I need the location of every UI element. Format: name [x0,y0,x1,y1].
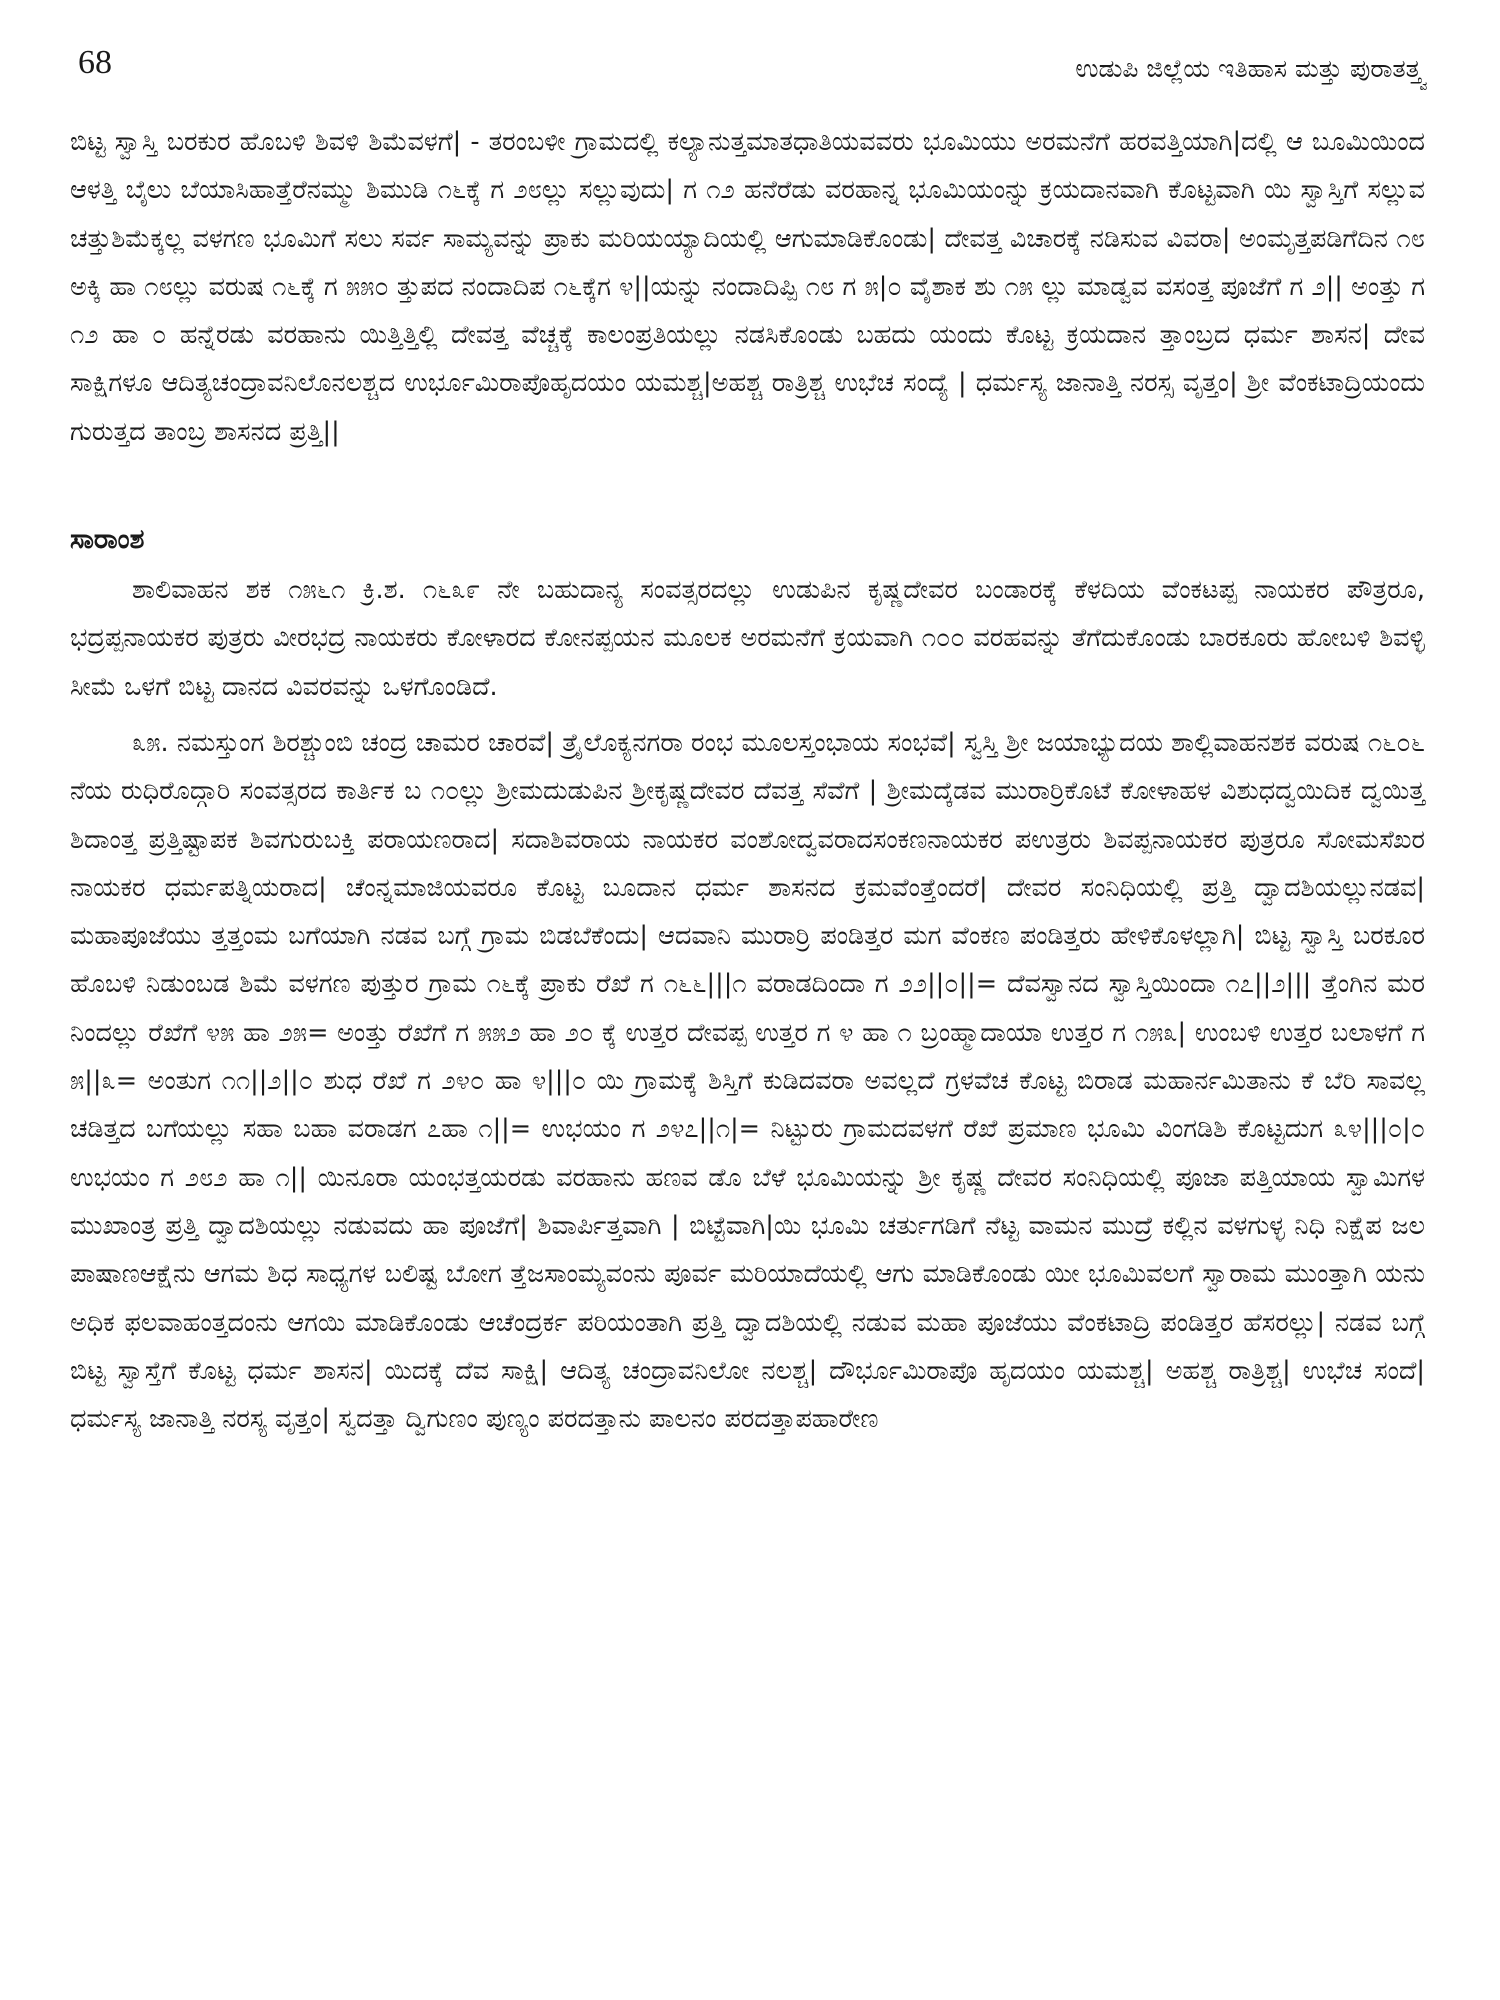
running-header [70,36,1425,96]
section-heading: ಸಾರಾಂಶ [70,524,145,556]
inscription-35-text: ೩೫. ನಮಸ್ತುಂಗ ಶಿರಶ್ಚುಂಬಿ ಚಂದ್ರ ಚಾಮರ ಚಾರವೆ| ತ್ರೈಲೊಕ್ಯನಗರಾ ರಂಭ ಮೂಲಸ್ತಂಭಾಯ ಸಂಭವೆ| ಸ್ವಸ್ತಿ ಶ್ರೀ ಜಯಾಭ್ಯುದಯ ಶಾಲ್ಲಿವಾಹನಶಕ ವರುಷ ೧೬೦೬ ನೆಯ ರುಧಿರೊದ್ಗಾರಿ ಸಂವತ್ಸರದ ಕಾರ್ತಿಕ ಬ ೧೦ಲ್ಲು ಶ್ರೀಮದುಡುಪಿನ ಶ್ರೀಕೃಷ್ಣದೇವರ ದೆವತ್ತ ಸೆವೆಗೆ | ಶ್ರೀಮದ್ಕೆಡವ ಮುರಾರ್ರಿಕೊಟೆ ಕೋಳಾಹಳ ವಿಶುಧದ್ವಯಿದಿಕ ದ್ವಯಿತ್ತ ಶಿದಾಂತ್ತ ಪ್ರತ್ತಿಷ್ಟಾಪಕ ಶಿವಗುರುಬಕ್ತಿ ಪರಾಯಣರಾದ| ಸದಾಶಿವರಾಯ ನಾಯಕರ ವಂಶೋದ್ವವರಾದಸಂಕಣನಾಯಕರ ಪಉತ್ರರು ಶಿವಪ್ಪನಾಯಕರ ಪುತ್ರರೂ ಸೋಮಸೆಖರ ನಾಯಕರ ಧರ್ಮಪತ್ನಿಯರಾದ| ಚೆಂನ್ನಮಾಜಿಯವರೂ ಕೊಟ್ಟ ಬೂದಾನ ಧರ್ಮ ಶಾಸನದ ಕ್ರಮವೆಂತ್ತೆಂದರೆ| ದೇವರ ಸಂನಿಧಿಯಲ್ಲಿ ಪ್ರತ್ತಿ ದ್ವಾದಶಿಯಲ್ಲುನಡವ| ಮಹಾಪೂಜೆಯು ತ್ತತ್ತಂಮ ಬಗೆಯಾಗಿ ನಡವ ಬಗ್ಗೆ ಗ್ರಾಮ ಬಿಡಬೆಕೆಂದು| ಆದವಾನಿ ಮುರಾರ್ರಿ ಪಂಡಿತ್ತರ ಮಗ ವೆಂಕಣ ಪಂಡಿತ್ತರು ಹೇಳಿಕೊಳಲ್ಲಾಗಿ| ಬಿಟ್ಟ ಸ್ವಾಸ್ತಿ ಬರಕೂರ ಹೊಬಳಿ ನಿಡುಂಬಡ ಶಿಮೆ ವಳಗಣ ಪುತ್ತುರ ಗ್ರಾಮ ೧೬ಕ್ಕೆ ಪ್ರಾಕು ರೆಖೆ ಗ ೧೬೬|||೧ ವರಾಡದಿಂದಾ ಗ ೨೨||೦||= ದೆವಸ್ವಾನದ ಸ್ವಾಸ್ತಿಯಿಂದಾ ೧೭||೨||| ತ್ತೆಂಗಿನ ಮರ ನಿಂದಲ್ಲು ರೆಖೆಗೆ ೪೫ ಹಾ ೨೫= ಅಂತ್ತು ರೆಖೆಗೆ ಗ ೫೫೨ ಹಾ ೨೦ ಕ್ಕೆ ಉತ್ತರ ದೇವಪ್ಪ ಉತ್ತರ ಗ ೪ ಹಾ ೧ ಬ್ರಂಹ್ಮಾದಾಯಾ ಉತ್ತರ ಗ ೧೫೩| ಉಂಬಳಿ ಉತ್ತರ ಬಲಾಳಗೆ ಗ ೫||೩= ಅಂತುಗ ೧೧||೨||೦ ಶುಧ ರೆಖೆ ಗ ೨೪೦ ಹಾ ೪|||೦ ಯಿ ಗ್ರಾಮಕ್ಕೆ ಶಿಸ್ತಿಗೆ ಕುಡಿದವರಾ ಅವಲ್ಲದೆ ಗ್ರಳವೆಚ ಕೊಟ್ಟ ಬಿರಾಡ ಮಹಾರ್ನಮಿತಾನು ಕೆ ಬೆರಿ ಸಾವಲ್ಲ ಚಡಿತ್ತದ ಬಗೆಯಲ್ಲು ಸಹಾ ಬಹಾ ವರಾಡಗ ೭ಹಾ ೧||= ಉಭಯಂ ಗ ೨೪೭||೧|= ನಿಟ್ಟುರು ಗ್ರಾಮದವಳಗೆ ರೆಖೆ ಪ್ರಮಾಣ ಭೂಮಿ ವಿಂಗಡಿಶಿ ಕೊಟ್ಟದುಗ ೩೪|||೦|೦ ಉಭಯಂ ಗ ೨೮೨ ಹಾ ೧|| ಯಿನೂರಾ ಯಂಭತ್ತಯರಡು ವರಹಾನು ಹಣವ ಡೊ ಬೆಳೆ ಭೂಮಿಯನ್ನು ಶ್ರೀ ಕೃಷ್ಣ ದೇವರ ಸಂನಿಧಿಯಲ್ಲಿ ಪೂಜಾ ಪತ್ತಿಯಾಯ ಸ್ವಾಮಿಗಳ ಮುಖಾಂತ್ರ ಪ್ರತ್ತಿ ದ್ವಾದಶಿಯಲ್ಲು ನಡುವದು ಹಾ ಪೂಜೆಗೆ| ಶಿವಾರ್ಪಿತ್ತವಾಗಿ | ಬಿಟ್ಟೆವಾಗಿ|ಯಿ ಭೂಮಿ ಚರ್ತುಗಡಿಗೆ ನೆಟ್ಟ ವಾಮನ ಮುದ್ರೆ ಕಲ್ಲಿನ ವಳಗುಳ್ಳ ನಿಧಿ ನಿಕ್ಷೆಪ ಜಲ ಪಾಷಾಣಆಕ್ಷೆನು ಆಗಮ ಶಿಧ ಸಾಧ್ಯಗಳ ಬಲಿಷ್ಟ ಬೋಗ ತ್ತೆಜಸಾಂಮ್ಯವಂನು ಪೂರ್ವ ಮರಿಯಾದೆಯಲ್ಲಿ ಆಗು ಮಾಡಿಕೊಂಡು ಯೀ ಭೂಮಿವಲಗೆ ಸ್ವಾರಾಮ ಮುಂತ್ತಾಗಿ ಯನು ಅಧಿಕ ಫಲವಾಹಂತ್ತದಂನು ಆಗಯಿ ಮಾಡಿಕೊಂಡು ಆಚೆಂದ್ರರ್ಕ ಪರಿಯಂತಾಗಿ ಪ್ರತ್ತಿ ದ್ವಾದಶಿಯಲ್ಲಿ ನಡುವ ಮಹಾ ಪೂಜೆಯು ವೆಂಕಟಾದ್ರಿ ಪಂಡಿತ್ತರ ಹೆಸರಲ್ಲು| ನಡವ ಬಗ್ಗೆ ಬಿಟ್ಟ ಸ್ವಾಸ್ತೆಗೆ ಕೊಟ್ಟ ಧರ್ಮ ಶಾಸನ| ಯಿದಕ್ಕೆ ದೆವ ಸಾಕ್ಷಿ| ಆದಿತ್ಯ ಚಂದ್ರಾವನಿಲೋ ನಲಶ್ಚ| ದೌರ್ಭೂಮಿರಾಪೊ ಹೃದಯಂ ಯಮಶ್ಚ| ಅಹಶ್ಚ ರಾತ್ರಿಶ್ಚ| ಉಭೆಚ ಸಂದೆ| ಧರ್ಮಸ್ಯ ಜಾನಾತ್ತಿ ನರಸ್ಯ ವೃತ್ತಂ| ಸ್ವದತ್ತಾ ದ್ವಿಗುಣಂ ಪುಣ್ಯಂ ಪರದತ್ತಾನು ಪಾಲನಂ ಪರದತ್ತಾಪಹಾರೇಣ [70,727,1425,1435]
book-title: ಉಡುಪಿ ಜಿಲ್ಲೆಯ ಇತಿಹಾಸ ಮತ್ತು ಪುರಾತತ್ತ್ವ [1075,54,1425,83]
book-page [70,36,1425,1966]
page-number: 68 [78,44,112,81]
inscription-continuation: ಬಿಟ್ಟ ಸ್ವಾಸ್ತಿ ಬರಕುರ ಹೊಬಳಿ ಶಿವಳಿ ಶಿಮೆವಳಗೆ| - ತರಂಬಳೀ ಗ್ರಾಮದಲ್ಲಿ ಕಲ್ಯಾನುತ್ತಮಾತಧಾತಿಯವವರು ಭೂಮಿಯು ಅರಮನೆಗೆ ಹರವತ್ತಿಯಾಗಿ|ದಲ್ಲಿ ಆ ಬೂಮಿಯಿಂದ ಆಳತ್ತಿ ಬೈಲು ಬೆಯಾಸಿಹಾತ್ತೆರೆನಮ್ಮು ಶಿ‍ಮುಡಿ ೧೬ಕ್ಕೆ ಗ ೨೮ಲ್ಲು ಸಲ್ಲುವುದು| ಗ ೧೨ ಹನೆರೆಡು ವರಹಾನ್ನ ಭೂಮಿಯಂನ್ನು ಕ್ರಯದಾನವಾಗಿ ಕೊಟ್ಟವಾಗಿ ಯಿ ಸ್ವಾಸ್ತಿಗೆ ಸಲ್ಲುವ ಚತ್ತುಶಿಮೆಕ್ಕಲ್ಲ ವಳಗಣ ಭೂಮಿಗೆ ಸಲು ಸರ್ವ ಸಾಮ್ಯವನ್ನು ಪ್ರಾಕು ಮರಿಯಯ್ಯಾದಿಯಲ್ಲಿ ಆಗುಮಾಡಿಕೊಂಡು| ದೇವತ್ತ ವಿಚಾರಕ್ಕೆ ನಡಿಸುವ ವಿವರಾ| ಅಂಮೃತ್ತಪಡಿಗೆದಿನ ೧೮ ಅಕ್ಕಿ ಹಾ ೧೮ಲ್ಲು ವರುಷ ೧೬ಕ್ಕೆ ಗ ೫೫೦ ತ್ತುಪದ ನಂದಾದಿಪ ೧೬ಕ್ಕೆಗ ೪||ಯನ್ನು ನಂದಾದಿಪ್ಪಿ ೧೮ ಗ ೫|೦ ವೈಶಾಕ ಶು ೧೫ ಲ್ಲು ಮಾಡ್ವವ ವಸಂತ್ತ ಪೂಜೆಗೆ ಗ ೨|| ಅಂತ್ತು ಗ ೧೨ ಹಾ ೦ ಹನ್ನೆರಡು ವರಹಾನು ಯಿತ್ತಿತ್ತಿಲ್ಲಿ ದೇವತ್ತ ವೆಚ್ಚಕ್ಕೆ ಕಾಲಂಪ್ರತಿಯಲ್ಲು ನಡಸಿಕೊಂಡು ಬಹದು ಯಂದು ಕೊಟ್ಟ ಕ್ರಯದಾನ ತ್ತಾಂಬ್ರದ ಧರ್ಮ ಶಾಸನ| ದೇವ ಸಾಕ್ಷಿಗಳೂ ಆದಿತ್ಯಚಂದ್ರಾವನಿಲೊನಲಶ್ಚದ ಉರ್ಭೂಮಿರಾಪೊಹೃದಯಂ ಯಮಶ್ಚ|ಅಹಶ್ಚ ರಾತ್ರಿಶ್ಚ ಉಭೆಚ ಸಂದ್ಯೆ | ಧರ್ಮಸ್ಯ ಜಾನಾತ್ತಿ ನರಸ್ಸ ವೃತ್ತಂ| ಶ್ರೀ ವೆಂಕಟಾದ್ರಿಯಂದು ಗುರುತ್ತದ ತಾಂಬ್ರ ಶಾಸನದ ಪ್ರತ್ತಿ|| [70,127,1425,447]
summary-paragraph: ಶಾಲಿವಾಹನ ಶಕ ೧೫೬೧ ಕ್ರಿ.ಶ. ೧೬೩೯ ನೇ ಬಹುದಾನ್ಯ ಸಂವತ್ಸರದಲ್ಲು ಉಡುಪಿನ ಕೃಷ್ಣದೇವರ ಬಂಡಾರಕ್ಕೆ ಕೆಳದಿಯ ವೆಂಕಟಪ್ಪ ನಾಯಕರ ಪೌತ್ರರೂ, ಭದ್ರಪ್ಪನಾಯಕರ ಪುತ್ರರು ವೀರಭದ್ರ ನಾಯಕರು ಕೋಳಾರದ ಕೋನಪ್ಪಯನ ಮೂಲಕ ಅರಮನೆಗೆ ಕ್ರಯವಾಗಿ ೧೦೦ ವರಹವನ್ನು ತೆಗೆದುಕೊಂಡು ಬಾರಕೂರು ಹೋಬಳಿ ಶಿವಳ್ಳಿ ಸೀಮೆ ಒಳಗೆ ಬಿಟ್ಟ ದಾನದ ವಿವರವನ್ನು ಒಳಗೊಂಡಿದೆ. [70,575,1425,702]
